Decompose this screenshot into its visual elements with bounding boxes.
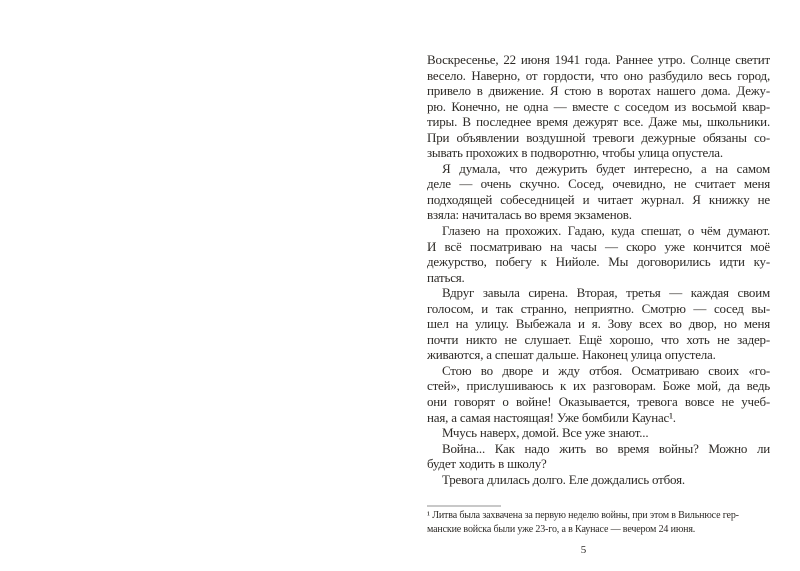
text-line: привело в движение. Я стою в воротах нашего дома. Дежу- [427,83,770,99]
text-line: Глазею на прохожих. Гадаю, куда спешат, о чём думают. [442,223,770,239]
text-line: зывать прохожих в подворотню, чтобы улица опустела. [427,145,723,161]
text-line: будет ходить в школу? [427,456,547,472]
text-line: Стою во дворе и жду отбоя. Осматриваю своих «го- [442,362,770,378]
text-line: они говорят о войне! Оказывается, тревога вовсе не учеб- [427,394,770,410]
page-text-column [427,52,770,487]
text-line: тиры. В последнее время дежурят все. Даже мы, школьники. [427,114,770,130]
text-line: Война... Как надо жить во время войны? Можно ли [442,440,770,456]
text-line: Воскресенье, 22 июня 1941 года. Раннее утро. Солнце светит [427,52,770,67]
text-line: почти никто не слушает. Ещё хорошо, что хоть не задер- [427,331,770,347]
text-line: Тревога длилась долго. Еле дождались отбоя. [442,471,685,487]
footnote [427,509,787,536]
footnote-line: ¹ Литва была захвачена за первую неделю войны, при этом в Вильнюсе гер- [427,510,739,521]
text-line: паться. [427,269,465,285]
text-line: весело. Наверно, от гордости, что оно разбудило весь город, [427,67,770,83]
text-line: живаются, а спешат дальше. Наконец улица опустела. [427,347,716,363]
text-line: рю. Конечно, не одна — вместе с соседом из восьмой квар- [427,98,770,114]
text-line: Вдруг завыла сирена. Вторая, третья — каждая своим [442,285,770,301]
text-line: Мчусь наверх, домой. Все уже знают... [442,425,649,441]
text-line: Я думала, что дежурить будет интересно, а на самом [442,160,770,176]
text-line: голосом, и так странно, неприятно. Смотрю — сосед вы- [427,300,770,316]
text-line: взяла: начиталась во время экзаменов. [427,207,632,223]
text-line: деле — очень скучно. Сосед, очевидно, не считает меня [427,176,770,192]
footnote-separator [427,505,501,507]
footnote-line: манские войска были уже 23-го, а в Каунасе — вечером 24 июня. [427,523,696,535]
text-line: шел на улицу. Выбежала и я. Зову всех во двор, но меня [427,316,770,332]
text-line: При объявлении воздушной тревоги дежурные обязаны со- [427,129,770,145]
text-line: дежурство, побегу к Нийоле. Мы договорились идти ку- [427,254,770,270]
text-line: ная, а самая настоящая! Уже бомбили Каунас¹. [427,409,676,425]
text-line: подходящей собеседницей и читает журнал. Я книжку не [427,191,770,207]
text-line: стей», прислушиваюсь к их разговорам. Боже мой, да ведь [427,378,770,394]
page-number: 5 [580,544,587,556]
text-line: И всё посматриваю на часы — скоро уже кончится моё [427,238,770,254]
